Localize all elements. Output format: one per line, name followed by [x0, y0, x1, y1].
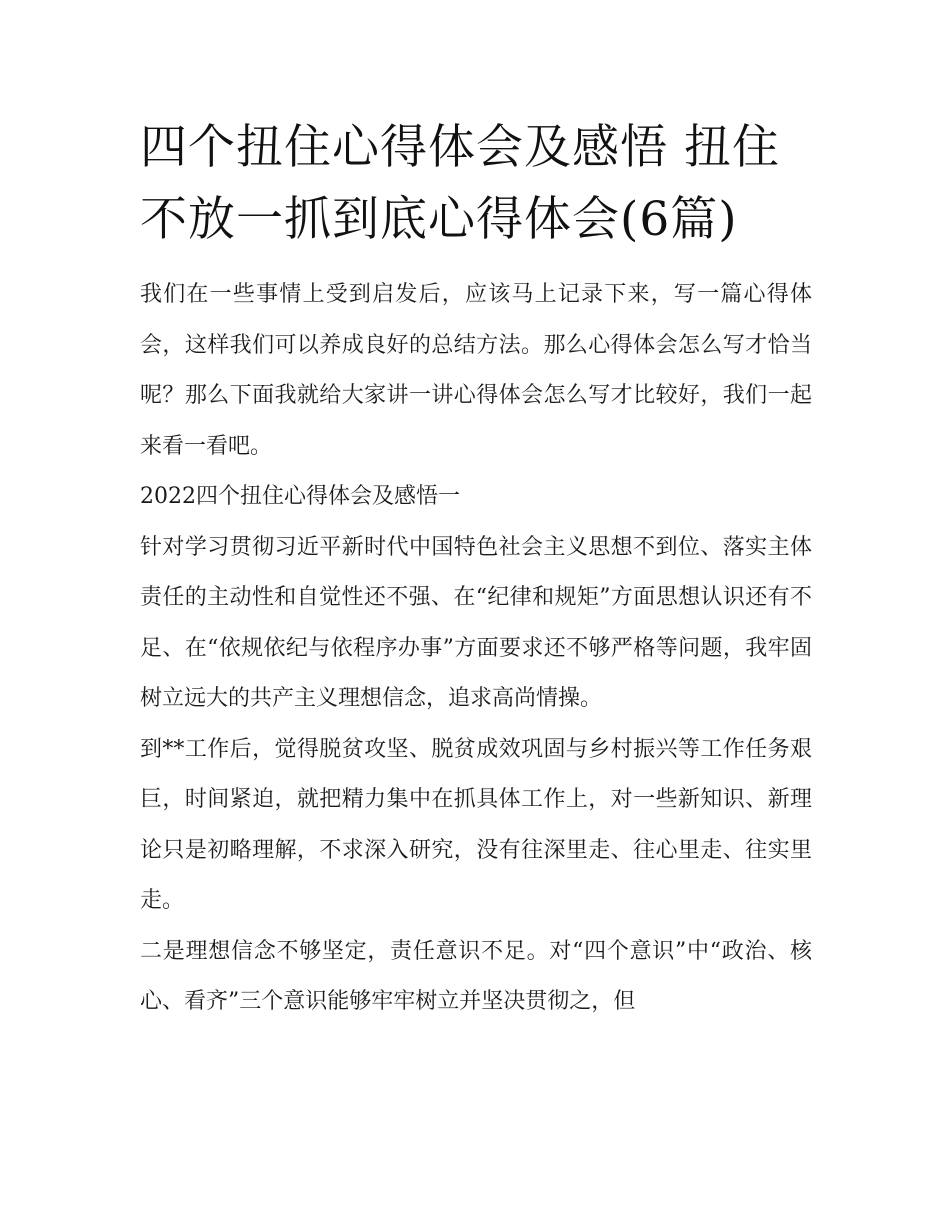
section-heading: 2022四个扭住心得体会及感悟一 — [140, 484, 460, 509]
document-body — [140, 112, 812, 1028]
body-paragraph-2: 到**工作后，觉得脱贫攻坚、脱贫成效巩固与乡村振兴等工作任务艰巨，时间紧迫，就把精力集中在抓具体工作上，对一些新知识、新理论只是初略理解，不求深入研究，没有往深里走、往心里走、往实里走。 — [140, 736, 812, 913]
body-paragraph-3: 二是理想信念不够坚定，责任意识不足。对“四个意识”中“政治、核心、看齐”三个意识能够牢牢树立并坚决贯彻之，但 — [140, 938, 812, 1014]
document-title: 四个扭住心得体会及感悟 扭住不放一抓到底心得体会(6篇) — [140, 120, 780, 247]
body-paragraph-1: 针对学习贯彻习近平新时代中国特色社会主义思想不到位、落实主体责任的主动性和自觉性还不强、在“纪律和规矩”方面思想认识还有不足、在“依规依纪与依程序办事”方面要求还不够严格等问题，我牢固树立远大的共产主义理想信念，追求高尚情操。 — [140, 534, 812, 711]
intro-paragraph: 我们在一些事情上受到启发后，应该马上记录下来，写一篇心得体会，这样我们可以养成良好的总结方法。那么心得体会怎么写才恰当呢？那么下面我就给大家讲一讲心得体会怎么写才比较好，我们一起来看一看吧。 — [140, 282, 812, 459]
